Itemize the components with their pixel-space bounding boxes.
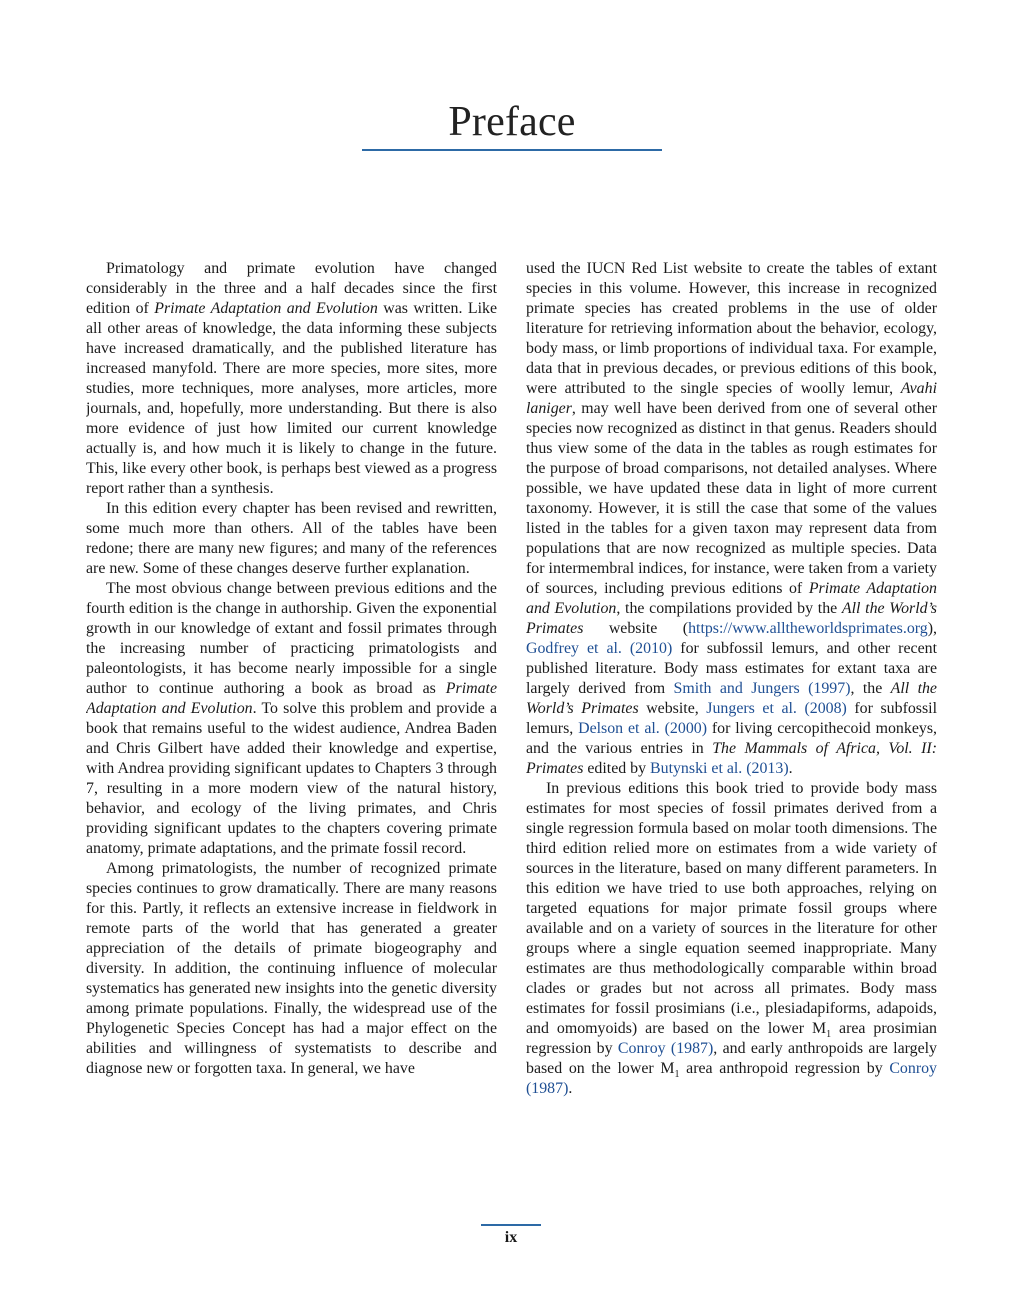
paragraph-5 (526, 259, 937, 779)
text-run: for subfossil lemurs, and other recent published literature. Body mass estimates for extant taxa are largely derived from (526, 640, 937, 697)
citation-link[interactable]: Delson et al. (2000) (578, 720, 707, 737)
citation-link[interactable]: Godfrey et al. (2010) (526, 640, 673, 657)
book-title: Primate Adaptation and Evolution (154, 300, 378, 317)
website-title: All the World’s Primates (526, 680, 937, 717)
text-run: , the (850, 680, 891, 697)
citation-link[interactable]: Conroy (1987) (617, 1040, 714, 1057)
citation-link[interactable]: Jungers et al. (2008) (706, 700, 847, 717)
paragraph-2 (86, 499, 497, 579)
text-run: Among primatologists, the number of recognized primate species continues to grow dramatically. There are many reasons for this. Partly, it reflects an extensive increase in fieldwork in remote parts of the world that has generated a greater appreciation of the details of primate biogeography and diversity. In addition, the continuing influence of molecular systematics has generated new insights into the genetic diversity among primate populations. Finally, the widespread use of the Phylogenetic Species Concept has had a major effect on the abilities and willingness of systematists to describe and diagnose new or forgotten taxa. In general, we have (86, 860, 497, 1077)
folio-rule (481, 1224, 541, 1226)
paragraph-3 (86, 579, 497, 859)
book-title: Primate Adaptation and Evolution (526, 580, 937, 617)
species-name: Avahi laniger (526, 380, 937, 417)
page-number: ix (504, 1229, 518, 1246)
text-run: website ( (583, 620, 689, 637)
text-run: area anthropoid regression by (679, 1060, 890, 1077)
text-run: , and early anthropoids are largely based on the lower M (526, 1040, 937, 1077)
text-run: for living cercopithecoid monkeys, and the various entries in (526, 720, 937, 757)
text-run: used the IUCN Red List website to create the tables of extant species in this volume. However, this increase in recognized primate species has created problems in the use of older literature for retrieving information about the behavior, ecology, body mass, or limb proportions of individual taxa. For example, data that in previous decades, or previous editions of this book, were attributed to the single species of woolly lemur, (526, 260, 937, 397)
subscript: 1 (674, 1069, 680, 1080)
text-run: website, (638, 700, 707, 717)
subscript: 1 (826, 1029, 832, 1040)
text-run: for subfossil lemurs, (526, 700, 937, 737)
citation-link[interactable]: Smith and Jungers (1997) (673, 680, 851, 697)
text-run: Primatology and primate evolution have changed considerably in the three and a half decades since the first edition of (86, 260, 497, 317)
paragraph-6 (526, 779, 937, 1099)
text-run: . (568, 1080, 573, 1097)
website-title: All the World’s Primates (526, 600, 937, 637)
citation-link[interactable]: Conroy (1987) (526, 1060, 937, 1097)
text-run: ), (927, 620, 937, 637)
book-title: Primate Adaptation and Evolution (86, 680, 497, 717)
title-underline (362, 149, 662, 151)
text-run: , may well have been derived from one of several other species now recognized as distinct in that genus. Readers should thus view some of the data in the tables as rough estimates for the purpose of broad comparisons, not detailed analyses. Where possible, we have updated these data in light of more current taxonomy. However, it is still the case that some of the values listed in the tables for a given taxon may represent data from populations that are now recognized as multiple species. Data for intermembral indices, for instance, were taken from a variety of sources, including previous editions of (526, 400, 937, 597)
book-title: The Mammals of Africa, Vol. II: Primates (526, 740, 937, 777)
text-run: The most obvious change between previous editions and the fourth edition is the change in authorship. Given the exponential growth in our knowledge of extant and fossil primates through the increasing number of practicing primatologists and paleontologists, it has become nearly impossible for a single author to continue authoring a book as broad as (86, 580, 497, 697)
text-run: . To solve this problem and provide a book that remains useful to the widest audience, Andrea Baden and Chris Gilbert have added their knowledge and expertise, with Andrea providing significant updates to Chapters 3 through 7, resulting in a more modern view of the natural history, behavior, and ecology of the living primates, and Chris providing significant updates to the chapters covering primate anatomy, primate adaptations, and the primate fossil record. (86, 700, 497, 857)
text-run: In previous editions this book tried to provide body mass estimates for most species of fossil primates derived from a single regression formula based on molar tooth dimensions. The third edition relied more on estimates from a wide variety of sources in the literature, based on many different parameters. In this edition we have tried to use both approaches, relying on targeted equations for major primate fossil groups where available and on a variety of sources in the literature for other groups where a single equation seemed inappropriate. Many estimates are thus methodologically comparable within broad clades or grades but not across all primates. Body mass estimates for fossil prosimians (i.e., plesiadapiforms, adapoids, and omomyoids) are based on the lower M (526, 780, 937, 1037)
text-run: area prosimian regression by (526, 1020, 937, 1057)
text-run: edited by (583, 760, 651, 777)
left-column (86, 259, 497, 1189)
right-column (526, 259, 937, 1189)
text-run: In this edition every chapter has been revised and rewritten, some much more than others. All of the tables have been redone; there are many new figures; and many of the references are new. Some of these changes deserve further explanation. (86, 500, 497, 577)
paragraph-1 (86, 259, 497, 499)
citation-link[interactable]: Butynski et al. (2013) (650, 760, 789, 777)
text-run: , the compilations provided by the (616, 600, 842, 617)
text-run: . (788, 760, 793, 777)
text-run: was written. Like all other areas of knowledge, the data informing these subjects have increased dramatically, and the published literature has increased manyfold. There are more species, more sites, more studies, more techniques, more analyses, more articles, more journals, and, hopefully, more understanding. But there is also more evidence of just how limited our current knowledge actually is, and how much it is likely to change in the future. This, like every other book, is perhaps best viewed as a progress report rather than a synthesis. (86, 300, 497, 497)
website-link[interactable]: https://www.alltheworldsprimates.org (688, 620, 928, 637)
page-title: Preface (448, 99, 576, 145)
paragraph-4 (86, 859, 497, 1079)
